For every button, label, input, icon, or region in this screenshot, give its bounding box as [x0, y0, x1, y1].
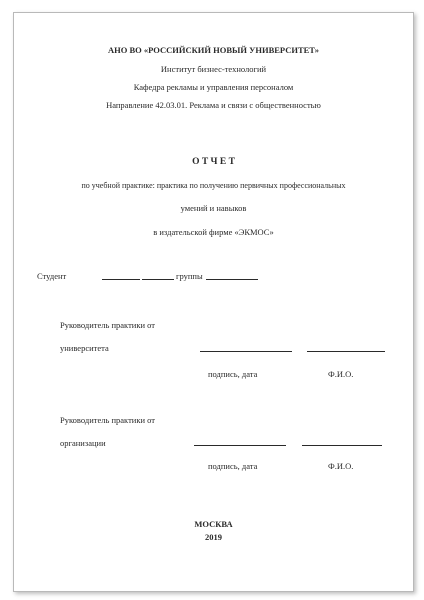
report-title: О Т Ч Е Т [192, 157, 235, 167]
supervisor-org-signature-line [194, 445, 286, 446]
supervisor-org-label-1: Руководитель практики от [60, 415, 155, 425]
report-subtitle-line-3: в издательской фирме «ЭКМОС» [153, 227, 274, 237]
supervisor-org-sign-caption: подпись, дата [208, 461, 258, 471]
supervisor-org-name-caption: Ф.И.О. [328, 461, 354, 471]
supervisor-university-signature-line [200, 351, 292, 352]
city: МОСКВА [194, 519, 233, 529]
year: 2019 [205, 532, 222, 542]
university-name: АНО ВО «РОССИЙСКИЙ НОВЫЙ УНИВЕРСИТЕТ» [107, 45, 319, 55]
supervisor-university-label-2: университета [60, 343, 109, 353]
supervisor-university-sign-caption: подпись, дата [208, 369, 258, 379]
student-label: Студент [37, 271, 67, 281]
report-subtitle-line-2: умений и навыков [180, 203, 247, 213]
department-name: Кафедра рекламы и управления персоналом [133, 82, 294, 92]
supervisor-org-label-2: организации [60, 438, 106, 448]
supervisor-org-name-line [302, 445, 382, 446]
student-blank-2 [142, 279, 174, 280]
group-blank [206, 279, 258, 280]
direction-name: Направление 42.03.01. Реклама и связи с общественностью [106, 100, 321, 110]
institute-name: Институт бизнес-технологий [160, 64, 267, 74]
student-blank-1 [102, 279, 140, 280]
report-subtitle-line-1: по учебной практике: практика по получению первичных профессиональных [81, 181, 346, 190]
supervisor-university-name-line [307, 351, 385, 352]
group-label: группы [176, 271, 203, 281]
supervisor-university-label-1: Руководитель практики от [60, 320, 155, 330]
document-page [13, 12, 414, 592]
supervisor-university-name-caption: Ф.И.О. [328, 369, 354, 379]
